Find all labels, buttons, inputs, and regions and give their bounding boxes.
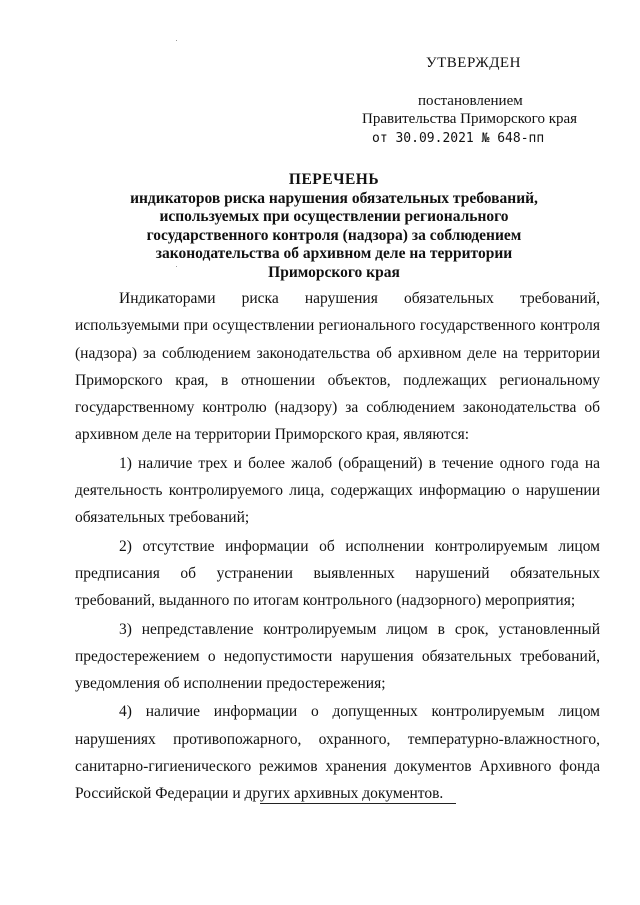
approval-date-number-line: от 30.09.2021 № 648-пп [372,131,545,146]
scan-speck [176,40,177,41]
list-item: 1) наличие трех и более жалоб (обращений) в течение одного года на деятельность контролируемого лица, содержащих информацию о нарушении обязательных требований; [75,454,600,527]
document-body [75,285,600,808]
document-title: ПЕРЕЧЕНЬ [288,171,380,188]
document-heading [100,171,568,282]
list-item: 4) наличие информации о допущенных контролируемым лицом нарушениях противопожарного, охранного, температурно-влажностного, санитарно-гигиенического режимов хранения документов Архивного фонда Российской Федерации и других архивных документов. [75,703,600,803]
document-subtitle: индикаторов риска нарушения обязательных требований, используемых при осуществлении регионального государственного контроля (надзора) за соблюдением законодательства об архивном деле на территории Приморского края [130,189,538,281]
list-item: 3) непредставление контролируемым лицом в срок, установленный предостережением о недопустимости нарушения обязательных требований, уведомления об исполнении предостережения; [75,620,600,693]
approval-government-line: Правительства Приморского края [362,111,578,127]
approval-resolution-line: постановлением [418,93,523,109]
end-separator-line [260,803,456,804]
list-item: 2) отсутствие информации об исполнении контролируемым лицом предписания об устранении выявленных нарушений обязательных требований, выданного по итогам контрольного (надзорного) мероприятия; [75,537,600,610]
intro-paragraph: Индикаторами риска нарушения обязательных требований, используемыми при осуществлении регионального государственного контроля (надзора) за соблюдением законодательства об архивном деле на территории Приморского края, в отношении объектов, подлежащих региональному государственному контролю (надзору) за соблюдением законодательства об архивном деле на территории Приморского края, являются: [75,290,600,444]
approval-title: УТВЕРЖДЕН [426,55,521,71]
